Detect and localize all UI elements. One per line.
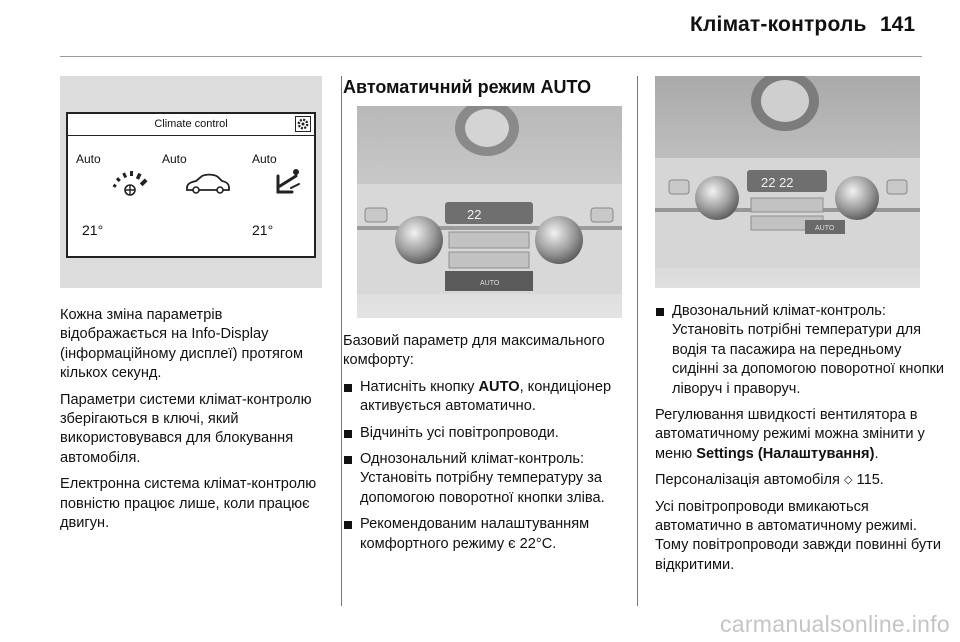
bullet-marker — [656, 308, 664, 316]
bullet-single-zone: Однозональний клімат-контроль: Установіть потрібну температуру за допомогою поворотної кнопки зліва. — [343, 450, 635, 508]
air-distribution-car-icon — [184, 172, 232, 196]
bullet-open-vents: Відчиніть усі повітропроводи. — [343, 424, 635, 443]
fan-speed-icon — [110, 168, 150, 198]
photo-display-text-dual: 22 22 — [761, 175, 794, 190]
photo-auto-button-label-dual: AUTO — [815, 225, 835, 232]
paragraph-display-info: Кожна зміна параметрів відображається на Info-Display (інформаційному дисплеї) протягом кількох секунд. — [60, 307, 304, 382]
mode-label-distribution: Auto — [162, 152, 187, 166]
column-2-text — [343, 332, 635, 561]
photo-auto-button-label: AUTO — [480, 280, 500, 287]
mode-label-fan: Auto — [76, 152, 101, 166]
settings-menu-label: Settings (Налаштування) — [696, 445, 875, 462]
left-temperature: 21° — [82, 222, 104, 238]
bullet-dual-zone: Двозональний клімат-контроль: Установіть потрібні температури для водія та пасажира на передньому сидінні за допомогою поворотної кнопки ліворуч і праворуч. — [655, 302, 945, 399]
bullet-marker — [344, 430, 352, 438]
seat-airflow-icon — [272, 166, 306, 200]
auto-key-label: AUTO — [478, 378, 520, 395]
climate-panel-photo-dual — [655, 76, 920, 288]
section-heading: Автоматичний режим AUTO — [343, 77, 592, 97]
paragraph-vents-open: Усі повітропроводи вмикаються автоматично в автоматичному режимі. Тому повітропроводи завжди повинні бути відкритими. — [655, 498, 942, 573]
settings-icon — [295, 116, 311, 132]
bullet-recommended-temp: Рекомендованим налаштуванням комфортного режиму є 22°C. — [343, 515, 635, 554]
screen-title: Climate control — [154, 118, 228, 130]
paragraph-fan-speed: Регулювання швидкості вентилятора в автоматичному режимі можна змінити у меню Settings (Налаштування). — [655, 407, 925, 462]
climate-display-screen — [66, 112, 316, 258]
column-divider-2 — [637, 76, 638, 606]
screen-title-bar — [68, 114, 314, 136]
climate-panel-photo-single — [357, 106, 622, 318]
paragraph-engine-running: Електронна система клімат-контролю повністю працює лише, коли працює двигун. — [60, 476, 317, 532]
column-3-text — [655, 302, 945, 582]
header-rule — [60, 56, 922, 57]
bullet-marker — [344, 384, 352, 392]
paragraph-key-memory: Параметри системи клімат-контролю зберігаються в ключі, який використовувався для блокування автомобіля. — [60, 391, 312, 466]
right-temperature: 21° — [252, 222, 274, 238]
page-header-title: Клімат-контроль — [690, 13, 867, 36]
column-divider-1 — [341, 76, 342, 606]
column-1-text — [60, 306, 330, 540]
photo-display-text: 22 — [467, 207, 482, 222]
bullet-marker — [344, 456, 352, 464]
intro-paragraph: Базовий параметр для максимального комфорту: — [343, 333, 605, 369]
watermark: carmanualsonline.info — [719, 611, 950, 637]
bullet-press-auto: Натисніть кнопку AUTO, кондиціонер активується автоматично. — [343, 378, 635, 417]
bullet-marker — [344, 521, 352, 529]
page-number: 141 — [880, 13, 916, 36]
page-reference-icon: ◇ — [844, 474, 853, 487]
mode-label-seat: Auto — [252, 152, 277, 166]
paragraph-personalisation: Персоналізація автомобіля ◇ 115. — [655, 471, 945, 490]
